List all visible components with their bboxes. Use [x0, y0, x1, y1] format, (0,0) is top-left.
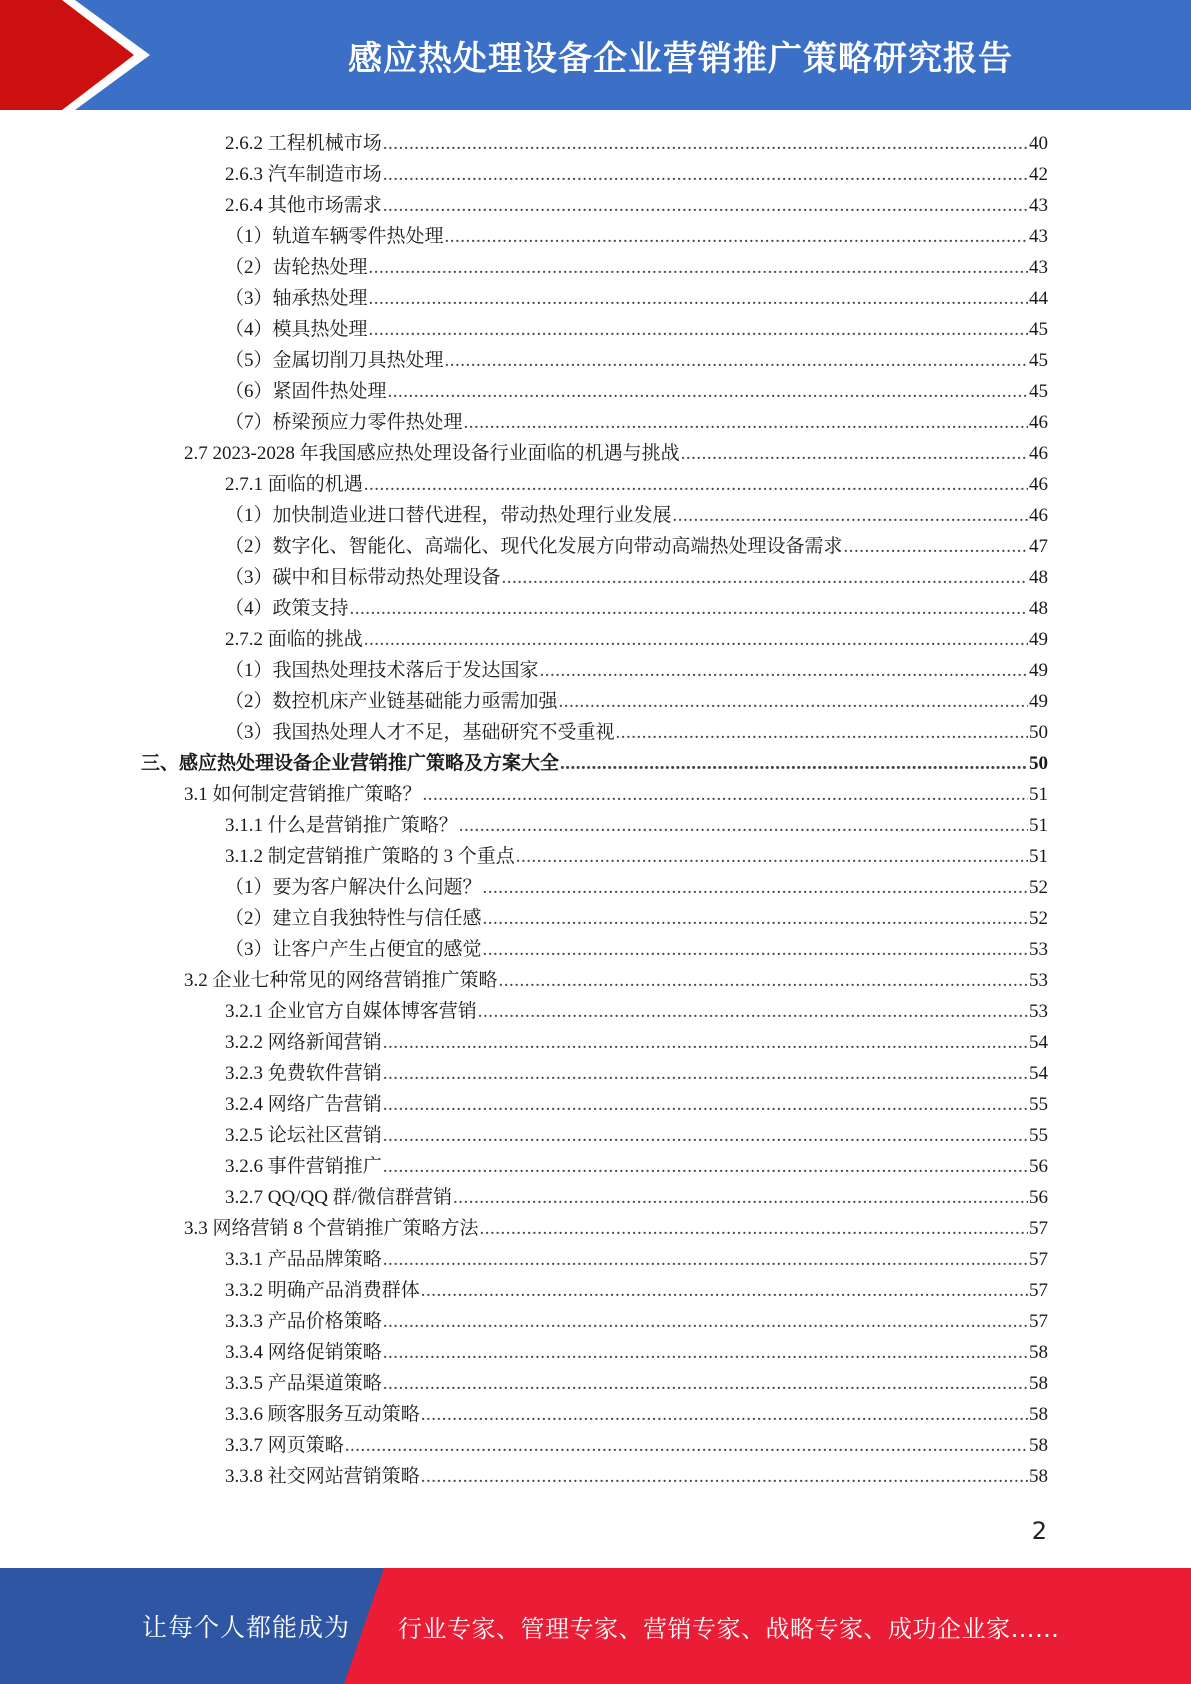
toc-entry[interactable]: [225, 500, 1048, 531]
toc-entry[interactable]: [225, 1306, 1048, 1337]
footer-slogan-left: 让每个人都能成为: [142, 1613, 351, 1642]
toc-entry-label: （3）碳中和目标带动热处理设备: [225, 567, 501, 588]
toc-dot-leader: [383, 128, 1028, 159]
toc-entry-page: 48: [1029, 567, 1048, 588]
toc-entry-label: （3）轴承热处理: [225, 288, 368, 309]
toc-entry[interactable]: [225, 1275, 1048, 1306]
toc-dot-leader: [383, 1337, 1028, 1368]
toc-entry-label: 3.3.1 产品品牌策略: [225, 1249, 382, 1270]
toc-entry-label: 3.3.5 产品渠道策略: [225, 1373, 382, 1394]
toc-entry[interactable]: [225, 469, 1048, 500]
toc-dot-leader: [453, 1182, 1028, 1213]
toc-entry[interactable]: [225, 810, 1048, 841]
toc-dot-leader: [364, 469, 1028, 500]
toc-entry-page: 57: [1029, 1218, 1048, 1239]
toc-entry[interactable]: [225, 1089, 1048, 1120]
toc-dot-leader: [673, 500, 1028, 531]
header-arrow-icon: [0, 0, 160, 110]
toc-dot-leader: [502, 562, 1028, 593]
toc-entry[interactable]: [225, 1244, 1048, 1275]
toc-dot-leader: [369, 283, 1028, 314]
toc-dot-leader: [464, 407, 1028, 438]
toc-entry-label: 3.3.8 社交网站营销策略: [225, 1466, 420, 1487]
toc-entry[interactable]: [225, 996, 1048, 1027]
toc-entry-page: 43: [1029, 226, 1048, 247]
toc-entry-page: 55: [1029, 1094, 1048, 1115]
toc-entry-page: 57: [1029, 1280, 1048, 1301]
toc-entry-label: 3.2.2 网络新闻营销: [225, 1032, 382, 1053]
toc-entry-label: 2.7.1 面临的机遇: [225, 474, 363, 495]
toc-entry-page: 51: [1029, 846, 1048, 867]
toc-entry[interactable]: [225, 841, 1048, 872]
toc-entry[interactable]: [225, 252, 1048, 283]
toc-entry[interactable]: [184, 779, 1048, 810]
toc-entry-label: 3.1.1 什么是营销推广策略？: [225, 815, 458, 836]
toc-entry[interactable]: [225, 1058, 1048, 1089]
toc-chapter-entry[interactable]: [141, 748, 1048, 779]
toc-dot-leader: [421, 1275, 1028, 1306]
toc-entry-label: 3.3.6 顾客服务互动策略: [225, 1404, 420, 1425]
toc-dot-leader: [483, 903, 1028, 934]
toc-dot-leader: [350, 593, 1028, 624]
toc-entry-page: 44: [1029, 288, 1048, 309]
toc-entry-page: 49: [1029, 691, 1048, 712]
toc-dot-leader: [383, 159, 1028, 190]
toc-entry-page: 51: [1029, 815, 1048, 836]
toc-dot-leader: [345, 1430, 1028, 1461]
toc-entry-page: 46: [1029, 474, 1048, 495]
toc-dot-leader: [445, 221, 1028, 252]
toc-dot-leader: [369, 314, 1028, 345]
toc-entry-page: 57: [1029, 1311, 1048, 1332]
toc-entry-page: 57: [1029, 1249, 1048, 1270]
toc-entry[interactable]: [225, 314, 1048, 345]
toc-entry[interactable]: [225, 872, 1048, 903]
toc-dot-leader: [478, 996, 1028, 1027]
toc-entry-page: 58: [1029, 1342, 1048, 1363]
toc-dot-leader: [681, 438, 1028, 469]
toc-entry[interactable]: [225, 531, 1048, 562]
toc-entry[interactable]: [225, 1368, 1048, 1399]
toc-entry-label: 3.2.4 网络广告营销: [225, 1094, 382, 1115]
toc-entry-label: 2.7.2 面临的挑战: [225, 629, 363, 650]
toc-entry-label: （2）建立自我独特性与信任感: [225, 908, 482, 929]
toc-dot-leader: [559, 686, 1028, 717]
toc-entry[interactable]: [225, 655, 1048, 686]
toc-dot-leader: [364, 624, 1028, 655]
toc-entry[interactable]: [225, 376, 1048, 407]
toc-dot-leader: [423, 779, 1028, 810]
toc-entry-label: （1）要为客户解决什么问题？: [225, 877, 482, 898]
toc-dot-leader: [383, 1027, 1028, 1058]
toc-entry-label: （2）数字化、智能化、高端化、现代化发展方向带动高端热处理设备需求: [225, 536, 843, 557]
toc-entry-page: 56: [1029, 1187, 1048, 1208]
toc-dot-leader: [480, 1213, 1028, 1244]
toc-dot-leader: [483, 872, 1028, 903]
toc-entry[interactable]: [225, 593, 1048, 624]
toc-entry-page: 43: [1029, 195, 1048, 216]
toc-dot-leader: [383, 1368, 1028, 1399]
toc-entry-page: 53: [1029, 1001, 1048, 1022]
toc-dot-leader: [516, 841, 1028, 872]
toc-entry-page: 58: [1029, 1466, 1048, 1487]
toc-dot-leader: [383, 1244, 1028, 1275]
toc-dot-leader: [483, 934, 1028, 965]
toc-dot-leader: [369, 252, 1028, 283]
toc-entry-label: 三、感应热处理设备企业营销推广策略及方案大全: [141, 753, 560, 774]
toc-entry-label: 3.2.3 免费软件营销: [225, 1063, 382, 1084]
toc-entry-page: 48: [1029, 598, 1048, 619]
toc-entry-label: （4）模具热处理: [225, 319, 368, 340]
toc-dot-leader: [388, 376, 1028, 407]
toc-entry-label: （2）齿轮热处理: [225, 257, 368, 278]
toc-dot-leader: [459, 810, 1028, 841]
toc-entry-label: 3.2 企业七种常见的网络营销推广策略: [184, 970, 498, 991]
toc-entry[interactable]: [225, 624, 1048, 655]
toc-dot-leader: [445, 345, 1028, 376]
toc-entry-label: 2.7 2023-2028 年我国感应热处理设备行业面临的机遇与挑战: [184, 443, 680, 464]
report-title: 感应热处理设备企业营销推广策略研究报告: [348, 38, 1013, 79]
toc-entry[interactable]: [225, 283, 1048, 314]
toc-entry-page: 52: [1029, 908, 1048, 929]
footer-slogan-right: 行业专家、管理专家、营销专家、战略专家、成功企业家……: [398, 1614, 1060, 1643]
toc-entry-label: （1）轨道车辆零件热处理: [225, 226, 444, 247]
toc-entry[interactable]: [225, 1151, 1048, 1182]
toc-entry-label: 2.6.2 工程机械市场: [225, 133, 382, 154]
toc-entry-page: 58: [1029, 1435, 1048, 1456]
toc-entry[interactable]: [225, 345, 1048, 376]
toc-entry-page: 53: [1029, 970, 1048, 991]
toc-entry-label: （5）金属切削刀具热处理: [225, 350, 444, 371]
toc-entry-label: 2.6.4 其他市场需求: [225, 195, 382, 216]
toc-entry-page: 47: [1029, 536, 1048, 557]
toc-entry[interactable]: [225, 686, 1048, 717]
toc-dot-leader: [560, 748, 1028, 779]
toc-entry-label: 2.6.3 汽车制造市场: [225, 164, 382, 185]
toc-entry-page: 42: [1029, 164, 1048, 185]
toc-entry[interactable]: [225, 1337, 1048, 1368]
toc-entry[interactable]: [225, 1027, 1048, 1058]
toc-entry[interactable]: [225, 562, 1048, 593]
toc-dot-leader: [383, 1089, 1028, 1120]
toc-entry-page: 54: [1029, 1063, 1048, 1084]
toc-entry-page: 54: [1029, 1032, 1048, 1053]
toc-entry-page: 51: [1029, 784, 1048, 805]
toc-entry[interactable]: [225, 1399, 1048, 1430]
toc-dot-leader: [383, 1306, 1028, 1337]
toc-entry-page: 53: [1029, 939, 1048, 960]
page-number: 2: [1031, 1517, 1047, 1545]
toc-entry-label: （1）加快制造业进口替代进程，带动热处理行业发展: [225, 505, 672, 526]
toc-entry-label: （4）政策支持: [225, 598, 349, 619]
toc-entry-page: 55: [1029, 1125, 1048, 1146]
toc-entry-label: 3.3.3 产品价格策略: [225, 1311, 382, 1332]
toc-entry[interactable]: [225, 190, 1048, 221]
toc-entry-page: 52: [1029, 877, 1048, 898]
toc-entry-label: 3.1 如何制定营销推广策略？: [184, 784, 422, 805]
toc-entry[interactable]: [225, 1182, 1048, 1213]
report-header: [0, 0, 1191, 110]
toc-dot-leader: [383, 1120, 1028, 1151]
toc-entry-label: （1）我国热处理技术落后于发达国家: [225, 660, 539, 681]
toc-entry-label: 3.2.5 论坛社区营销: [225, 1125, 382, 1146]
toc-entry-page: 46: [1029, 505, 1048, 526]
toc-dot-leader: [421, 1399, 1028, 1430]
toc-entry-label: 3.3.4 网络促销策略: [225, 1342, 382, 1363]
toc-entry-page: 56: [1029, 1156, 1048, 1177]
toc-entry[interactable]: [184, 965, 1048, 996]
toc-entry-page: 58: [1029, 1404, 1048, 1425]
toc-dot-leader: [383, 1151, 1028, 1182]
toc-entry-page: 50: [1029, 753, 1048, 774]
toc-entry-page: 45: [1029, 350, 1048, 371]
toc-entry-label: （7）桥梁预应力零件热处理: [225, 412, 463, 433]
toc-entry-page: 45: [1029, 381, 1048, 402]
toc-entry[interactable]: [225, 407, 1048, 438]
toc-entry-page: 46: [1029, 443, 1048, 464]
toc-entry-label: （3）我国热处理人才不足，基础研究不受重视: [225, 722, 615, 743]
toc-entry-label: 3.2.1 企业官方自媒体博客营销: [225, 1001, 477, 1022]
toc-entry-page: 43: [1029, 257, 1048, 278]
toc-entry[interactable]: [225, 903, 1048, 934]
toc-dot-leader: [421, 1461, 1028, 1492]
toc-entry-label: 3.1.2 制定营销推广策略的 3 个重点: [225, 846, 515, 867]
toc-entry-label: 3.2.6 事件营销推广: [225, 1156, 382, 1177]
toc-dot-leader: [383, 1058, 1028, 1089]
toc-entry-label: 3.3 网络营销 8 个营销推广策略方法: [184, 1218, 479, 1239]
toc-entry[interactable]: [184, 1213, 1048, 1244]
toc-entry[interactable]: [225, 934, 1048, 965]
toc-dot-leader: [540, 655, 1028, 686]
toc-entry-label: 3.3.7 网页策略: [225, 1435, 344, 1456]
toc-dot-leader: [844, 531, 1028, 562]
toc-entry-page: 49: [1029, 629, 1048, 650]
toc-dot-leader: [616, 717, 1028, 748]
toc-entry[interactable]: [225, 1430, 1048, 1461]
toc-entry[interactable]: [225, 717, 1048, 748]
toc-dot-leader: [499, 965, 1028, 996]
toc-entry[interactable]: [184, 438, 1048, 469]
toc-entry[interactable]: [225, 221, 1048, 252]
report-footer: [0, 1568, 1191, 1684]
toc-dot-leader: [383, 190, 1028, 221]
toc-entry[interactable]: [225, 1120, 1048, 1151]
toc-entry-page: 49: [1029, 660, 1048, 681]
toc-entry-label: 3.2.7 QQ/QQ 群/微信群营销: [225, 1187, 452, 1208]
toc-entry[interactable]: [225, 1461, 1048, 1492]
toc-entry[interactable]: [225, 128, 1048, 159]
toc-entry-page: 58: [1029, 1373, 1048, 1394]
toc-entry-page: 46: [1029, 412, 1048, 433]
toc-entry-label: （6）紧固件热处理: [225, 381, 387, 402]
toc-entry-label: 3.3.2 明确产品消费群体: [225, 1280, 420, 1301]
toc-entry-page: 45: [1029, 319, 1048, 340]
toc-entry[interactable]: [225, 159, 1048, 190]
toc-entry-page: 40: [1029, 133, 1048, 154]
toc-entry-label: （2）数控机床产业链基础能力亟需加强: [225, 691, 558, 712]
toc-entry-page: 50: [1029, 722, 1048, 743]
toc-entry-label: （3）让客户产生占便宜的感觉: [225, 939, 482, 960]
